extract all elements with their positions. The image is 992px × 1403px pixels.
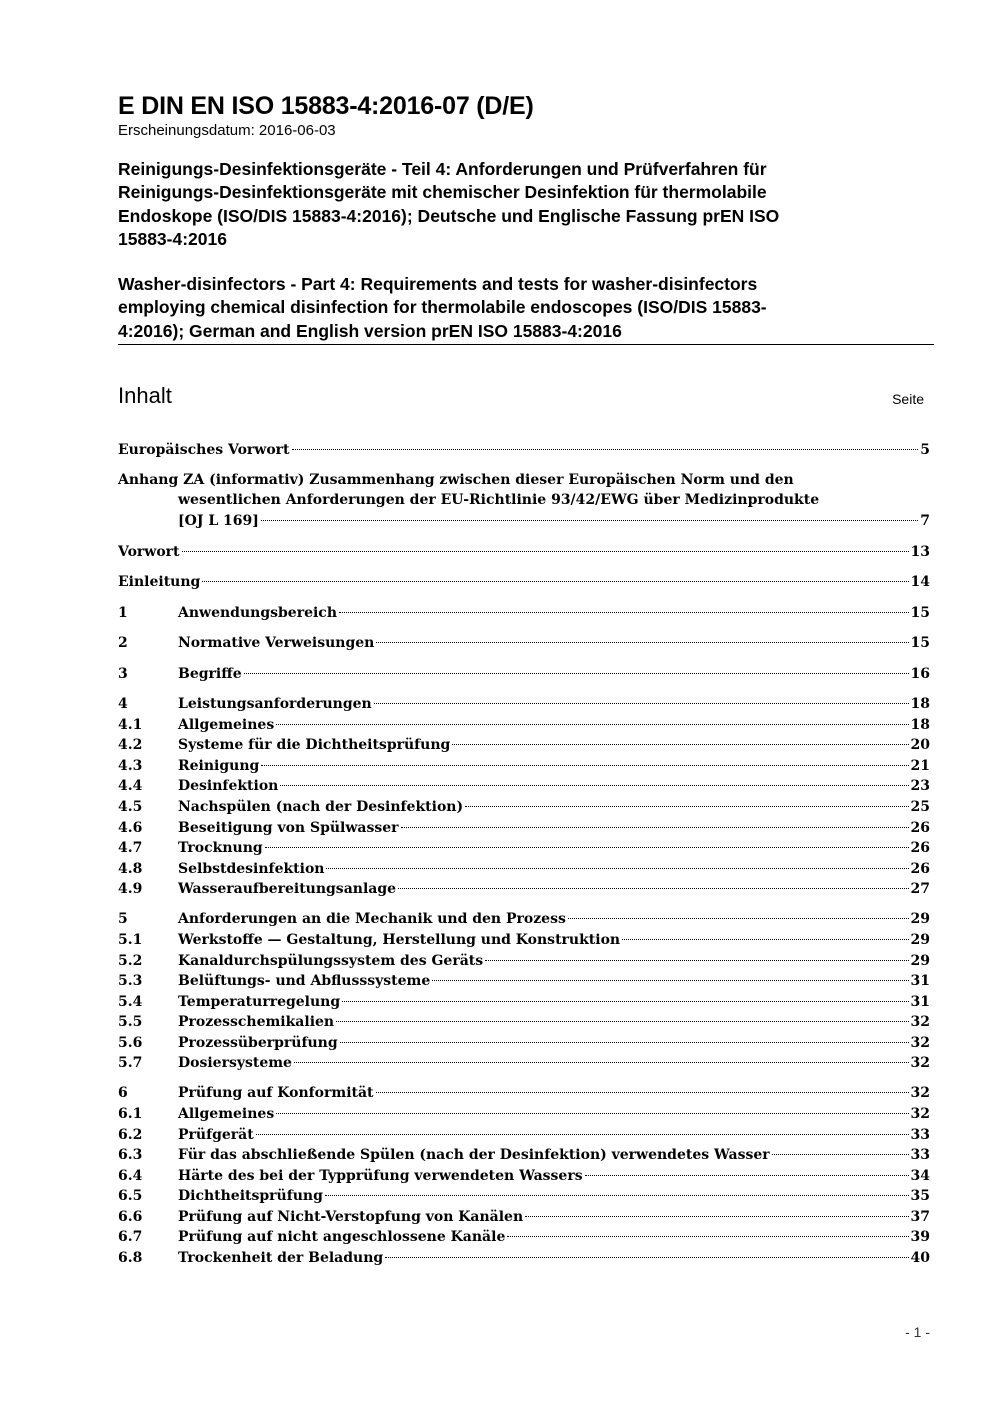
toc-entry-number: 5.6 (118, 1035, 143, 1051)
toc-entry-6-6[interactable] (118, 1207, 930, 1227)
toc-leader-dots (507, 1236, 908, 1237)
toc-entry-number: 5 (118, 911, 128, 927)
toc-leader-dots (276, 724, 908, 725)
toc-entry-text: Trockenheit der Beladung (178, 1250, 384, 1266)
toc-entry-1[interactable] (118, 603, 930, 623)
toc-leader-dots (265, 847, 909, 848)
toc-entry-text: Härte des bei der Typprüfung verwendeten Wassers (178, 1168, 583, 1184)
toc-entry-text: Wasseraufbereitungsanlage (178, 881, 397, 897)
page-number: - 1 - (905, 1324, 930, 1340)
toc-entry-text: Dichtheitsprüfung (178, 1188, 323, 1204)
toc-entry-4-6[interactable] (118, 818, 930, 838)
toc-entry-4-8[interactable] (118, 859, 930, 879)
toc-entry-page: 5 (920, 442, 930, 458)
toc-entry-text-line2: wesentlichen Anforderungen der EU-Richtlinie 93/42/EWG über Medizinprodukte (178, 492, 820, 508)
toc-entry-page: 15 (910, 605, 930, 621)
toc-entry-text: Vorwort (118, 544, 180, 560)
toc-entry-6-5[interactable] (118, 1186, 930, 1206)
toc-entry-text: Dosiersysteme (178, 1055, 292, 1071)
title-english: Washer-disinfectors - Part 4: Requirements and tests for washer-disinfectors employing chemical disinfection for thermolabile endoscopes (ISO/DIS 15883- 4:2016); German and English version prEN ISO 15883-4:2016 (118, 274, 767, 341)
toc-entry-page: 29 (910, 953, 930, 969)
toc-entry-text: Belüftungs- und Abflusssysteme (178, 973, 431, 989)
toc-entry-6-3[interactable] (118, 1145, 930, 1165)
toc-entry-text: Prozessüberprüfung (178, 1035, 338, 1051)
toc-entry-page: 25 (910, 799, 930, 815)
toc-entry-text: Nachspülen (nach der Desinfektion) (178, 799, 464, 815)
toc-entry-text: Prüfung auf Nicht-Verstopfung von Kanälen (178, 1209, 524, 1225)
toc-entry-5-3[interactable] (118, 971, 930, 991)
toc-entry-number: 6 (118, 1085, 128, 1101)
toc-entry-6-2[interactable] (118, 1125, 930, 1145)
toc-entry-4-1[interactable] (118, 715, 930, 735)
toc-leader-dots (261, 520, 918, 521)
toc-leader-dots (325, 1195, 909, 1196)
toc-entry-4-7[interactable] (118, 838, 930, 858)
toc-entry-number: 6.2 (118, 1127, 143, 1143)
toc-leader-dots (568, 918, 909, 919)
toc-entry-page: 16 (910, 666, 930, 682)
toc-entry-page: 40 (910, 1250, 930, 1266)
toc-leader-dots (485, 960, 908, 961)
toc-entry-page: 39 (910, 1229, 930, 1245)
toc-entry-number: 5.3 (118, 973, 143, 989)
toc-leader-dots (465, 806, 908, 807)
toc-entry-page: 18 (910, 696, 930, 712)
toc-entry-number: 5.1 (118, 932, 143, 948)
toc-entry-number: 4.3 (118, 758, 143, 774)
toc-entry-text: Prüfung auf Konformität (178, 1085, 374, 1101)
toc-entry-page: 27 (910, 881, 930, 897)
toc-entry-text: Leistungsanforderungen (178, 696, 372, 712)
title-german: Reinigungs-Desinfektionsgeräte - Teil 4: Anforderungen und Prüfverfahren für Reinigungs-Desinfektionsgeräte mit chemischer Desinfektion für thermolabile Endoskope (ISO/DIS 15883-4:2016); Deutsche und Englische Fassung prEN ISO 15883-4:2016 (118, 159, 780, 249)
toc-entry-number: 6.7 (118, 1229, 143, 1245)
toc-entry-text: Systeme für die Dichtheitsprüfung (178, 737, 451, 753)
toc-leader-dots (401, 827, 909, 828)
toc-entry-number: 5.2 (118, 953, 143, 969)
toc-entry-number: 3 (118, 666, 128, 682)
toc-entry-text: Allgemeines (178, 1106, 275, 1122)
toc-entry-number: 6.5 (118, 1188, 143, 1204)
toc-entry-text: Einleitung (118, 574, 201, 590)
toc-entry-5-7[interactable] (118, 1053, 930, 1073)
toc-entry-page: 32 (910, 1035, 930, 1051)
toc-entry-6-7[interactable] (118, 1227, 930, 1247)
toc-entry-text: Beseitigung von Spülwasser (178, 820, 399, 836)
toc-entry-number: 4.6 (118, 820, 143, 836)
toc-entry-number: 6.4 (118, 1168, 143, 1184)
toc-entry-2[interactable] (118, 633, 930, 653)
toc-entry-number: 4.1 (118, 717, 143, 733)
toc-entry-page: 13 (910, 544, 930, 560)
toc-entry-page: 32 (910, 1085, 930, 1101)
toc-entry-4-4[interactable] (118, 776, 930, 796)
toc-leader-dots (342, 1001, 908, 1002)
toc-entry-page: 32 (910, 1014, 930, 1030)
toc-entry-introduction[interactable] (118, 572, 930, 592)
toc-heading: Inhalt (118, 383, 172, 408)
toc-entry-number: 4 (118, 696, 128, 712)
toc-leader-dots (326, 868, 908, 869)
toc-entry-5-2[interactable] (118, 951, 930, 971)
toc-entry-page: 23 (910, 778, 930, 794)
toc-leader-dots (452, 744, 908, 745)
toc-entry-number: 4.7 (118, 840, 143, 856)
toc-entry-number: 5.5 (118, 1014, 143, 1030)
toc-entry-text: Selbstdesinfektion (178, 861, 325, 877)
toc-entry-5-6[interactable] (118, 1033, 930, 1053)
toc-entry-3[interactable] (118, 664, 930, 684)
toc-entry-text: Anforderungen an die Mechanik und den Prozess (178, 911, 566, 927)
toc-entry-text: Werkstoffe — Gestaltung, Herstellung und Konstruktion (178, 932, 621, 948)
toc-entry-4-9[interactable] (118, 879, 930, 899)
toc-leader-dots (256, 1134, 909, 1135)
toc-entry-annex-za-last-line (118, 511, 930, 531)
toc-entry-number: 4.8 (118, 861, 143, 877)
toc-entry-number: 4.2 (118, 737, 143, 753)
toc-entry-text-line1: Anhang ZA (informativ) Zusammenhang zwischen dieser Europäischen Norm und den (118, 472, 794, 488)
toc-entry-page: 31 (910, 994, 930, 1010)
toc-entry-5[interactable] (118, 909, 930, 929)
toc-entry-text: Allgemeines (178, 717, 275, 733)
toc-entry-page: 7 (920, 513, 930, 529)
toc-entry-page: 31 (910, 973, 930, 989)
toc-entry-text: Für das abschließende Spülen (nach der Desinfektion) verwendetes Wasser (178, 1147, 770, 1163)
toc-leader-dots (339, 612, 909, 613)
toc-leader-dots (276, 1113, 908, 1114)
toc-leader-dots (336, 1021, 908, 1022)
toc-entry-text: Prüfung auf nicht angeschlossene Kanäle (178, 1229, 506, 1245)
toc-entry-6-1[interactable] (118, 1104, 930, 1124)
toc-entry-5-5[interactable] (118, 1012, 930, 1032)
toc-leader-dots (376, 642, 908, 643)
document-id: E DIN EN ISO 15883-4:2016-07 (D/E) (118, 92, 534, 120)
toc-leader-dots (340, 1042, 909, 1043)
issue-date: Erscheinungsdatum: 2016-06-03 (118, 122, 336, 139)
toc-entry-page: 29 (910, 932, 930, 948)
toc-entry-annex-za[interactable] (118, 470, 930, 532)
toc-leader-dots (202, 581, 908, 582)
toc-entry-page: 26 (910, 820, 930, 836)
toc-entry-text: Trocknung (178, 840, 263, 856)
toc-entry-page: 26 (910, 840, 930, 856)
toc-entry-text: Normative Verweisungen (178, 635, 375, 651)
page-column-label: Seite (892, 391, 924, 407)
toc-entry-number: 4.9 (118, 881, 143, 897)
toc-entry-page: 35 (910, 1188, 930, 1204)
toc-entry-text: Europäisches Vorwort (118, 442, 290, 458)
toc-leader-dots (294, 1062, 909, 1063)
toc-leader-dots (261, 765, 908, 766)
toc-entry-4[interactable] (118, 694, 930, 714)
toc-entry-4-2[interactable] (118, 735, 930, 755)
toc-entry-text: Desinfektion (178, 778, 279, 794)
toc-leader-dots (385, 1257, 908, 1258)
toc-leader-dots (280, 785, 908, 786)
toc-entry-5-1[interactable] (118, 930, 930, 950)
toc-entry-page: 32 (910, 1106, 930, 1122)
toc-entry-text: Prüfgerät (178, 1127, 254, 1143)
toc-leader-dots (432, 980, 908, 981)
toc-entry-page: 18 (910, 717, 930, 733)
toc-entry-text: Temperaturregelung (178, 994, 341, 1010)
toc-leader-dots (772, 1154, 909, 1155)
toc-entry-page: 33 (910, 1147, 930, 1163)
toc-leader-dots (182, 551, 909, 552)
toc-entry-page: 26 (910, 861, 930, 877)
toc-entry-page: 14 (910, 574, 930, 590)
toc-entry-page: 32 (910, 1055, 930, 1071)
toc-entry-page: 33 (910, 1127, 930, 1143)
toc-entry-page: 21 (910, 758, 930, 774)
toc-entry-4-5[interactable] (118, 797, 930, 817)
toc-entry-text: Prozesschemikalien (178, 1014, 335, 1030)
toc-entry-number: 6.8 (118, 1250, 143, 1266)
toc-entry-6-4[interactable] (118, 1166, 930, 1186)
toc-entry-page: 15 (910, 635, 930, 651)
toc-entry-page: 37 (910, 1209, 930, 1225)
toc-leader-dots (622, 939, 908, 940)
toc-entry-6[interactable] (118, 1083, 930, 1103)
toc-entry-page: 20 (910, 737, 930, 753)
toc-entry-number: 5.7 (118, 1055, 143, 1071)
toc-leader-dots (398, 888, 908, 889)
toc-entry-number: 4.4 (118, 778, 143, 794)
toc-entry-text: Kanaldurchspülungssystem des Geräts (178, 953, 484, 969)
toc-leader-dots (244, 673, 909, 674)
toc-entry-4-3[interactable] (118, 756, 930, 776)
toc-leader-dots (376, 1092, 909, 1093)
toc-entry-european-foreword[interactable] (118, 440, 930, 460)
toc-leader-dots (525, 1216, 908, 1217)
toc-entry-5-4[interactable] (118, 992, 930, 1012)
toc-entry-page: 29 (910, 911, 930, 927)
toc-leader-dots (292, 449, 919, 450)
toc-entry-number: 4.5 (118, 799, 143, 815)
toc-entry-text: Reinigung (178, 758, 260, 774)
toc-entry-number: 5.4 (118, 994, 143, 1010)
toc-entry-text: Begriffe (178, 666, 242, 682)
toc-entry-number: 6.1 (118, 1106, 143, 1122)
toc-entry-page: 34 (910, 1168, 930, 1184)
toc-entry-text-line3: [OJ L 169] (178, 513, 259, 529)
toc-leader-dots (585, 1175, 909, 1176)
toc-entry-foreword[interactable] (118, 542, 930, 562)
toc-entry-6-8[interactable] (118, 1248, 930, 1268)
toc-entry-text: Anwendungsbereich (178, 605, 337, 621)
title-divider (118, 344, 934, 345)
toc-entry-number: 2 (118, 635, 128, 651)
toc-entry-number: 1 (118, 605, 128, 621)
toc-leader-dots (374, 703, 909, 704)
toc-entry-number: 6.6 (118, 1209, 143, 1225)
toc-entry-number: 6.3 (118, 1147, 143, 1163)
